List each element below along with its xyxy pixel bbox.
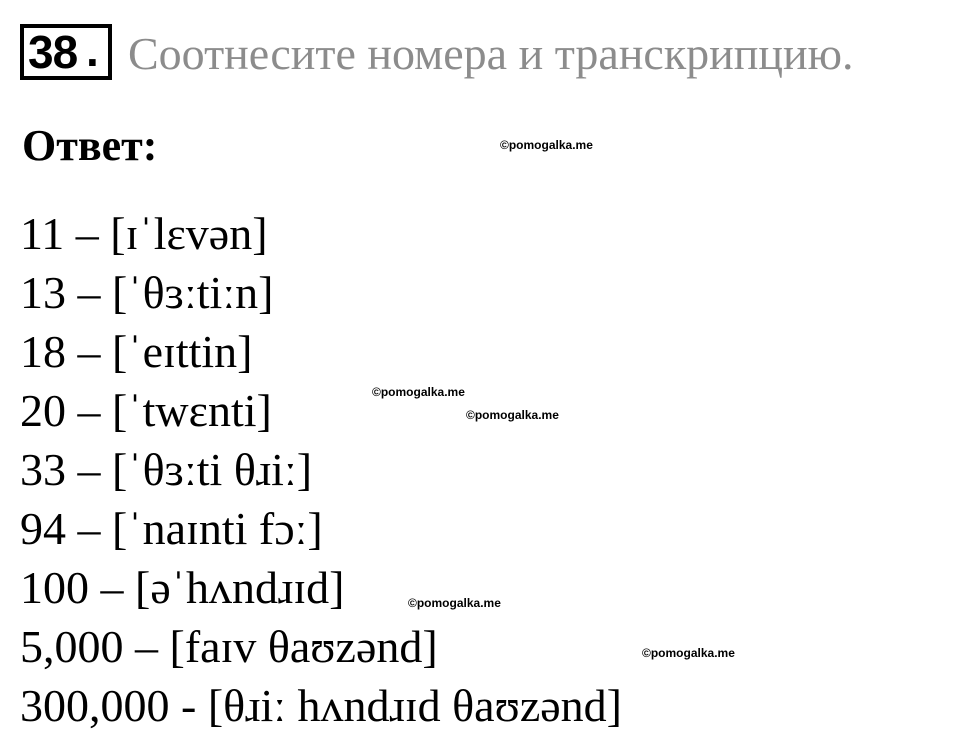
answer-line: 13 – [ˈθɜːtiːn] [20, 267, 274, 318]
answer-line: 100 – [əˈhʌndɹɪd] [20, 562, 345, 613]
answer-line: 33 – [ˈθɜːti θɹiː] [20, 444, 313, 495]
answer-line: 94 – [ˈnaɪnti fɔː] [20, 503, 323, 554]
answer-line: 5,000 – [faɪv θaʊzənd] [20, 621, 438, 672]
watermark: ©pomogalka.me [372, 385, 465, 399]
watermark: ©pomogalka.me [500, 138, 593, 152]
answer-line: 11 – [ɪˈlɛvən] [20, 208, 268, 259]
answer-line: 300,000 - [θɹiː hʌndɹɪd θaʊzənd] [20, 680, 622, 731]
answer-heading: Ответ: [22, 121, 158, 170]
watermark: ©pomogalka.me [466, 408, 559, 422]
watermark: ©pomogalka.me [408, 596, 501, 610]
answer-list [20, 204, 622, 735]
watermark: ©pomogalka.me [642, 646, 735, 660]
answer-line: 18 – [ˈeɪttin] [20, 326, 253, 377]
task-number: 38 [28, 26, 78, 78]
answer-line: 20 – [ˈtwɛnti] [20, 385, 272, 436]
task-instruction: Соотнесите номера и транскрипцию. [128, 28, 854, 79]
task-number-dot: . [86, 24, 99, 76]
